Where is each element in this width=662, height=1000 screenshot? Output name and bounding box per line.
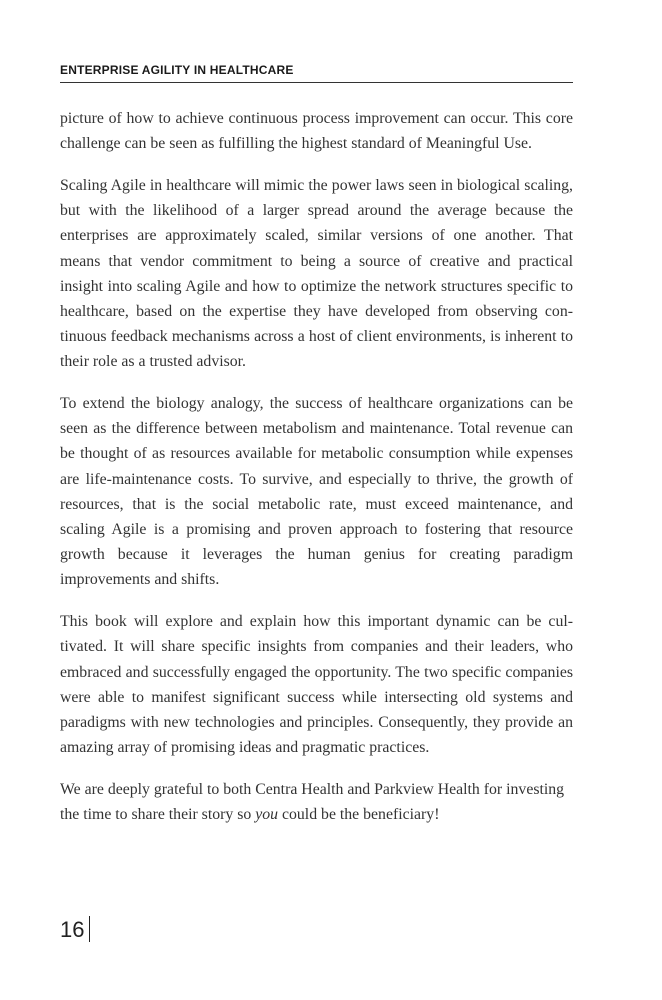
paragraph-1: picture of how to achieve continuous process improvement can occur. This core challenge can be seen as fulfilling the highest standard of Meaningful Use.: [60, 110, 573, 153]
paragraph-3: To extend the biology analogy, the success of healthcare organizations can be seen as the difference between metabolism and maintenance. Total revenue can be thought of as resources available for metabolic consumption while expenses are life-maintenance costs. To survive, and especially to thrive, the growth of resources, that is the social metabolic rate, must exceed maintenance, and scaling Agile is a promising and proven approach to fostering that resource growth because it leverages the human genius for creating paradigm improvements and shifts.: [60, 395, 573, 589]
header-rule: [60, 82, 573, 83]
paragraph-2: Scaling Agile in healthcare will mimic the power laws seen in biological scaling, but with the likelihood of a larger spread around the average because the enterprises are approximately scaled, similar versions of one another. That means that vendor commitment to being a source of creative and practical insight into scaling Agile and how to optimize the network structures specific to healthcare, based on the expertise they have developed from observing continuous feedback mechanisms across a host of client environments, is inherent to their role as a trusted advisor.: [60, 176, 573, 371]
paragraph-5: [60, 777, 573, 827]
body-text: [60, 106, 573, 844]
page-number-divider: [89, 916, 90, 942]
closing-text-after: could be the beneficiary!: [278, 806, 440, 824]
page-number: 16: [60, 917, 85, 942]
paragraph-4: This book will explore and explain how this important dynamic can be cultivated. It will share specific insights from companies and their leaders, who embraced and successfully engaged the opportunity. The two specific companies were able to manifest significant success while intersecting old systems and paradigms with new technologies and principles. Consequently, they provide an amazing array of promising ideas and pragmatic practices.: [60, 613, 573, 757]
closing-emphasis: you: [255, 806, 279, 824]
closing-text-before: We are deeply grateful to both Centra Health and Parkview Health for investing the time to share their story so: [60, 780, 565, 824]
running-head-title: ENTERPRISE AGILITY IN HEALTHCARE: [60, 63, 294, 77]
